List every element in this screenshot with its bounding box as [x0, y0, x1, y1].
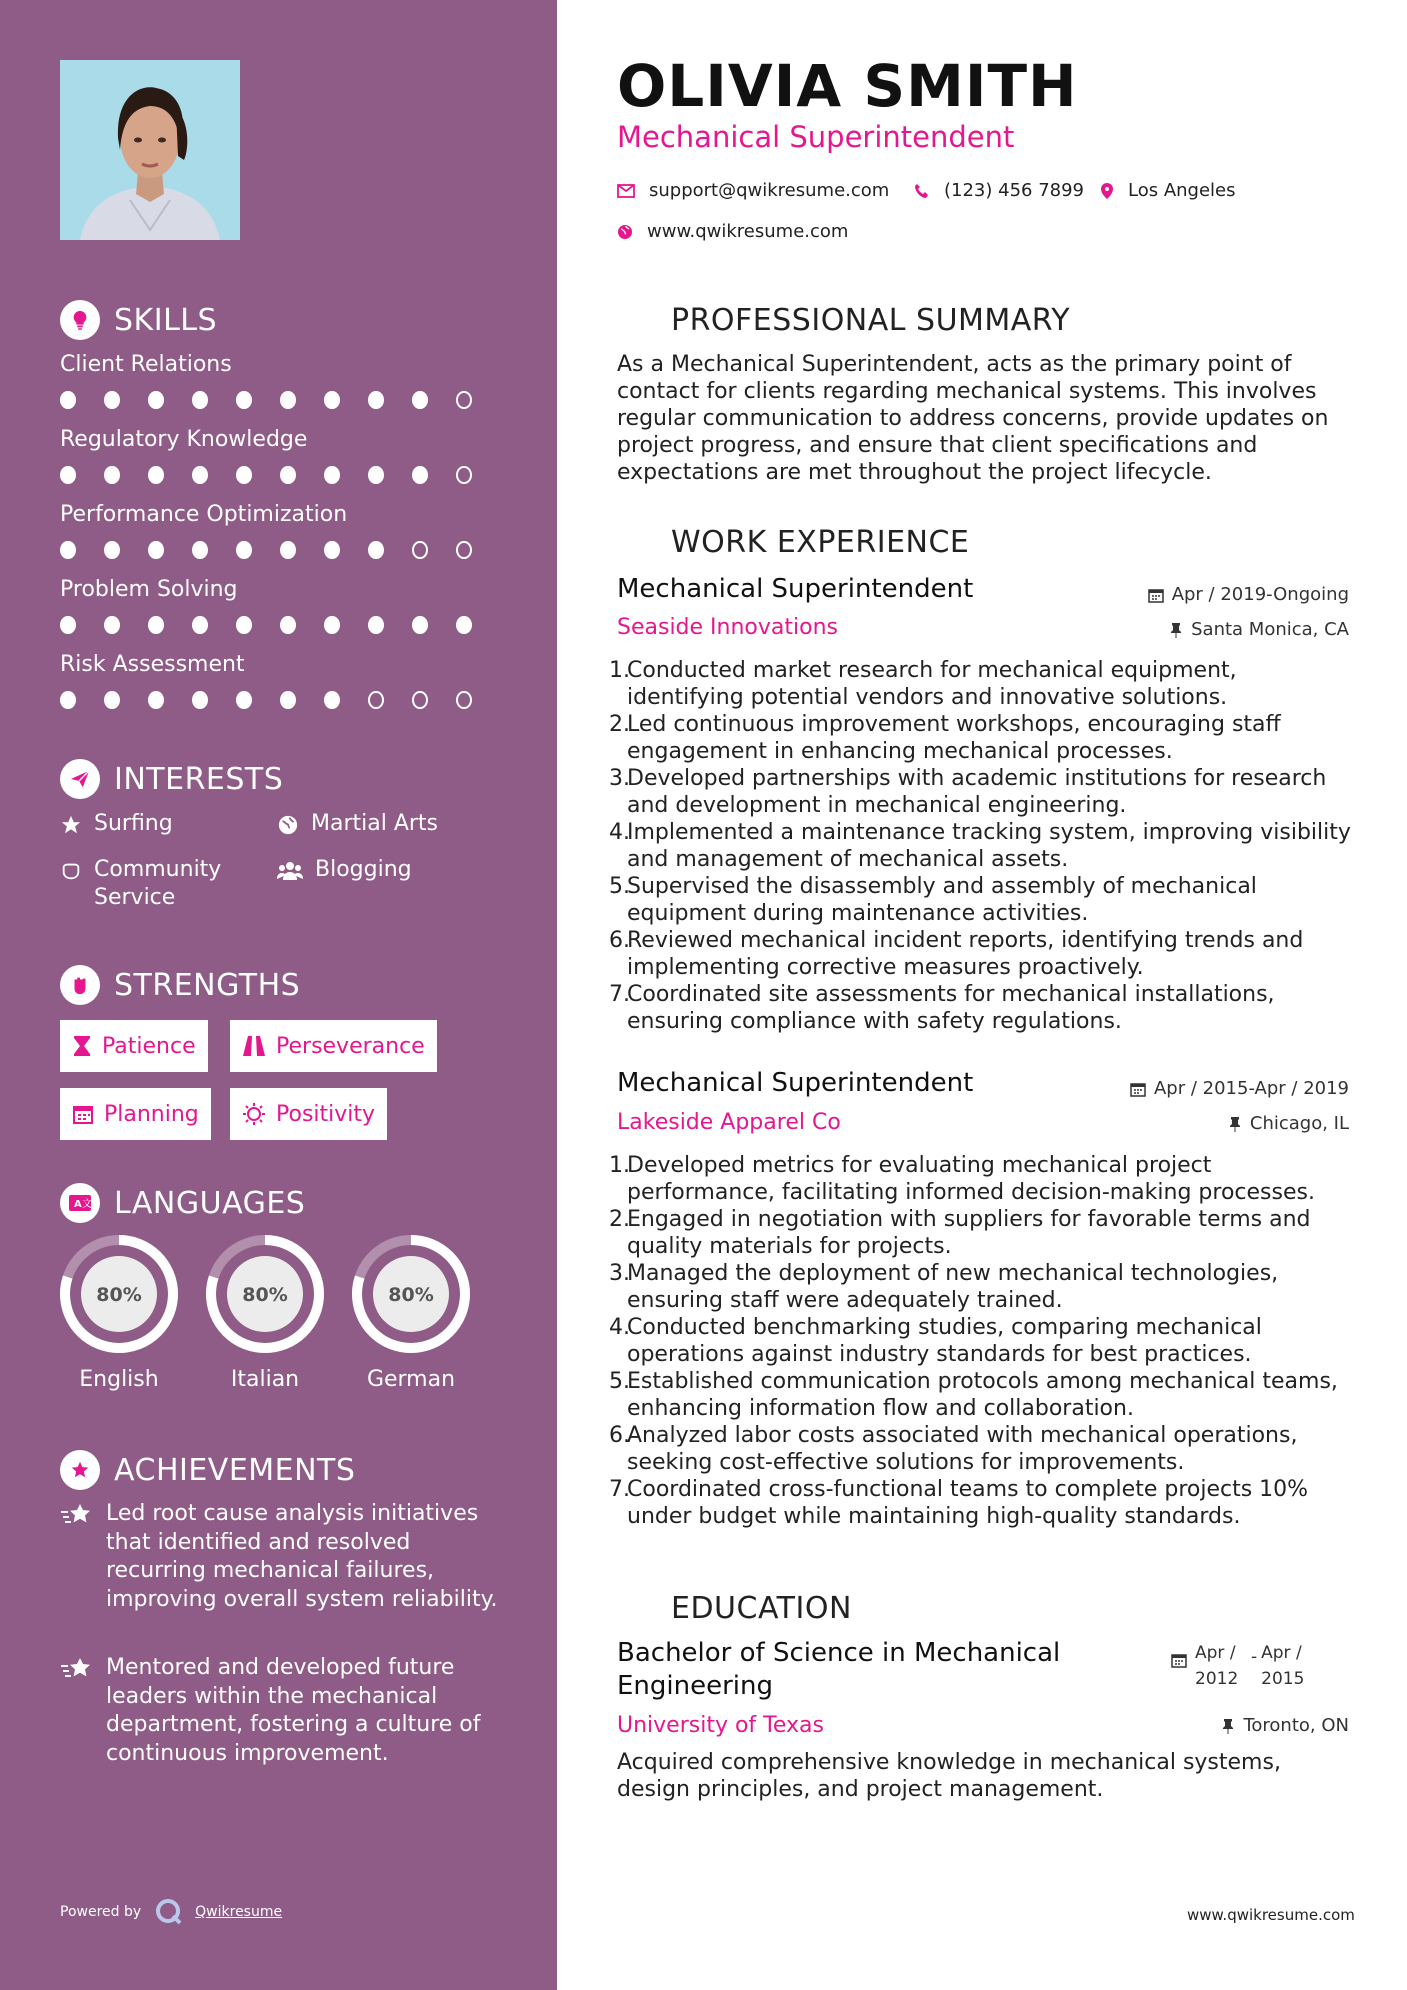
strength-label: Patience	[102, 1033, 196, 1059]
rating-dot-filled	[60, 541, 76, 559]
language-percent: 80%	[242, 1284, 288, 1306]
bullet-text: Analyzed labor costs associated with mechanical operations, seeking cost-effective solutions for improvements.	[627, 1423, 1298, 1475]
bullet-text: Coordinated cross-functional teams to complete projects 10% under budget while maintaining high-quality standards.	[627, 1477, 1309, 1529]
job-bullets	[609, 657, 1359, 1035]
bullet-text: Supervised the disassembly and assembly of mechanical equipment during maintenance activities.	[627, 874, 1257, 926]
language-percent: 80%	[96, 1284, 142, 1306]
rating-dot-filled	[280, 391, 296, 409]
bullet-number: 2.	[609, 1207, 630, 1232]
achievement-text: Mentored and developed future leaders within the mechanical department, fostering a culture of continuous improvement.	[106, 1655, 481, 1766]
star-icon	[60, 814, 82, 836]
job-bullet	[609, 1206, 1359, 1260]
contact-email[interactable]	[617, 180, 889, 201]
achievement-text: Led root cause analysis initiatives that identified and resolved recurring mechanical failures, improving overall system reliability.	[106, 1501, 498, 1612]
job-dates	[1130, 1078, 1349, 1099]
bullet-text: Implemented a maintenance tracking system, improving visibility and management of mechanical assets.	[627, 820, 1351, 872]
education-start: Apr / 2012	[1195, 1643, 1239, 1689]
job-bullet	[609, 1476, 1359, 1530]
job-title: Mechanical Superintendent	[617, 574, 974, 604]
rating-dot-filled	[280, 691, 296, 709]
education-end: Apr / 2015	[1261, 1643, 1305, 1689]
skill-item	[60, 352, 500, 409]
rating-dot-empty	[456, 691, 472, 709]
strengths-title: STRENGTHS	[114, 967, 301, 1003]
rating-dot-filled	[104, 541, 120, 559]
badge-star-icon	[60, 1450, 100, 1490]
qwikresume-link[interactable]: Qwikresume	[195, 1904, 283, 1920]
qwikresume-logo-icon	[155, 1898, 183, 1926]
skills-title: SKILLS	[114, 302, 218, 338]
job-location-text: Chicago, IL	[1249, 1113, 1349, 1134]
education-dates	[1171, 1640, 1317, 1692]
bullet-text: Established communication protocols among mechanical teams, enhancing information flow and collaboration.	[627, 1369, 1338, 1421]
interest-item	[277, 856, 412, 884]
calendar-icon	[1130, 1081, 1146, 1097]
rating-dot-filled	[368, 541, 384, 559]
bullet-number: 5.	[609, 1369, 630, 1394]
job-location	[1169, 619, 1349, 640]
sidebar	[0, 0, 557, 1990]
experience-title: WORK EXPERIENCE	[671, 524, 970, 560]
summary-title: PROFESSIONAL SUMMARY	[671, 302, 1071, 338]
language-icon	[60, 1183, 100, 1223]
rating-dot-filled	[412, 391, 428, 409]
hourglass-icon	[72, 1035, 92, 1057]
rating-dot-filled	[412, 466, 428, 484]
skill-rating	[60, 541, 500, 559]
paper-plane-icon	[60, 759, 100, 799]
headset-icon	[617, 522, 657, 562]
rating-dot-filled	[324, 616, 340, 634]
map-pin-icon	[1100, 182, 1114, 200]
education-location-text: Toronto, ON	[1243, 1715, 1349, 1736]
bullet-number: 1.	[609, 1153, 630, 1178]
education-text: Acquired comprehensive knowledge in mechanical systems, design principles, and project management.	[617, 1750, 1281, 1802]
language-ring	[350, 1233, 472, 1355]
pushpin-icon	[1169, 622, 1183, 638]
rating-dot-filled	[280, 541, 296, 559]
rating-dot-filled	[412, 616, 428, 634]
job-bullet	[609, 819, 1359, 873]
sun-icon	[242, 1102, 266, 1126]
contact-location	[1100, 180, 1236, 201]
rating-dot-empty	[456, 391, 472, 409]
rating-dot-filled	[104, 616, 120, 634]
job-dates-text: Apr / 2015-Apr / 2019	[1153, 1078, 1349, 1099]
rating-dot-empty	[456, 541, 472, 559]
rating-dot-filled	[236, 391, 252, 409]
rating-dot-filled	[104, 466, 120, 484]
job-bullet	[609, 1368, 1359, 1422]
rating-dot-filled	[280, 466, 296, 484]
bullet-text: Led continuous improvement workshops, encouraging staff engagement in enhancing mechanical processes.	[627, 712, 1281, 764]
achievements-heading	[60, 1450, 355, 1490]
candidate-role: Mechanical Superintendent	[617, 120, 1015, 154]
hand-icon	[60, 860, 82, 882]
interest-label: Blogging	[315, 857, 412, 882]
rating-dot-filled	[60, 391, 76, 409]
strength-positivity	[230, 1088, 387, 1140]
bullet-number: 6.	[609, 928, 630, 953]
strength-label: Planning	[104, 1101, 199, 1127]
skill-item	[60, 652, 500, 709]
job-bullet	[609, 1314, 1359, 1368]
road-icon	[242, 1035, 266, 1057]
rating-dot-filled	[192, 541, 208, 559]
skill-item	[60, 577, 500, 634]
bullet-number: 5.	[609, 874, 630, 899]
rating-dot-filled	[192, 616, 208, 634]
job-location	[1228, 1113, 1349, 1134]
globe-icon	[617, 224, 633, 240]
footer-url[interactable]: www.qwikresume.com	[1187, 1906, 1355, 1924]
email-text: support@qwikresume.com	[649, 180, 890, 201]
skill-name: Client Relations	[60, 352, 232, 377]
job-title: Mechanical Superintendent	[617, 1068, 974, 1098]
interest-item	[277, 810, 438, 838]
skill-rating	[60, 616, 500, 634]
strength-label: Perseverance	[276, 1033, 425, 1059]
summary-text: As a Mechanical Superintendent, acts as the primary point of contact for clients regarding mechanical systems. This involves regular communication to address concerns, provide updates on project progress, and ensure that client specifications and expectations are met throughout the project lifecycle.	[617, 352, 1329, 485]
strength-label: Positivity	[276, 1101, 376, 1127]
bullet-number: 3.	[609, 766, 630, 791]
rating-dot-filled	[368, 391, 384, 409]
job-bullet	[609, 1152, 1359, 1206]
bullet-text: Developed metrics for evaluating mechanical project performance, facilitating informed decision-making processes.	[627, 1153, 1315, 1205]
interests-title: INTERESTS	[114, 761, 284, 797]
job-bullet	[609, 1260, 1359, 1314]
envelope-icon	[617, 184, 635, 198]
job-location-text: Santa Monica, CA	[1191, 619, 1349, 640]
language-ring	[204, 1233, 326, 1355]
candidate-name: OLIVIA SMITH	[617, 52, 1078, 120]
rating-dot-filled	[192, 391, 208, 409]
fist-icon	[60, 965, 100, 1005]
language-name: Italian	[230, 1367, 300, 1392]
bullet-text: Conducted market research for mechanical equipment, identifying potential vendors and innovative solutions.	[627, 658, 1237, 710]
website-text: www.qwikresume.com	[647, 221, 849, 242]
strengths-heading	[60, 965, 300, 1005]
rating-dot-filled	[456, 616, 472, 634]
bullet-number: 3.	[609, 1261, 630, 1286]
phone-text: (123) 456 7899	[944, 180, 1085, 201]
rating-dot-filled	[148, 616, 164, 634]
skill-rating	[60, 691, 500, 709]
skills-heading	[60, 300, 217, 340]
job-bullet	[609, 765, 1359, 819]
bullet-number: 4.	[609, 820, 630, 845]
job-dates	[1148, 584, 1349, 605]
rating-dot-filled	[324, 391, 340, 409]
graduate-icon	[617, 1588, 657, 1628]
job-dates-text: Apr / 2019-Ongoing	[1171, 584, 1349, 605]
job-bullet	[609, 711, 1359, 765]
strength-patience	[60, 1020, 208, 1072]
bullet-text: Coordinated site assessments for mechanical installations, ensuring compliance with safety regulations.	[627, 982, 1275, 1034]
job-bullets	[609, 1152, 1359, 1530]
calendar-icon	[1171, 1652, 1187, 1668]
bullet-text: Engaged in negotiation with suppliers for favorable terms and quality materials for projects.	[627, 1207, 1311, 1259]
rating-dot-filled	[148, 691, 164, 709]
languages-title: LANGUAGES	[114, 1185, 306, 1221]
interest-label: Community Service	[94, 857, 222, 910]
education-heading	[617, 1588, 852, 1628]
interest-item	[60, 856, 250, 912]
rating-dot-filled	[192, 466, 208, 484]
rating-dot-filled	[324, 466, 340, 484]
job-bullet	[609, 981, 1359, 1035]
education-title: EDUCATION	[671, 1590, 852, 1626]
interest-item	[60, 810, 173, 838]
phone-icon	[914, 183, 930, 199]
contact-website[interactable]	[617, 221, 848, 242]
rating-dot-filled	[192, 691, 208, 709]
bullet-text: Reviewed mechanical incident reports, identifying trends and implementing corrective measures proactively.	[627, 928, 1304, 980]
rating-dot-empty	[368, 691, 384, 709]
skill-rating	[60, 391, 500, 409]
skill-name: Risk Assessment	[60, 652, 245, 677]
rating-dot-filled	[60, 616, 76, 634]
bullet-number: 4.	[609, 1315, 630, 1340]
bullet-number: 7.	[609, 982, 630, 1007]
rating-dot-filled	[236, 616, 252, 634]
language-item	[350, 1233, 472, 1392]
rating-dot-filled	[148, 466, 164, 484]
skill-name: Performance Optimization	[60, 502, 348, 527]
bullet-number: 1.	[609, 658, 630, 683]
language-percent: 80%	[388, 1284, 434, 1306]
strength-planning	[60, 1088, 211, 1140]
interest-label: Martial Arts	[311, 811, 439, 836]
language-ring	[58, 1233, 180, 1355]
achievement-item	[60, 1654, 500, 1768]
rating-dot-filled	[368, 616, 384, 634]
profile-photo	[60, 60, 240, 240]
interests-heading	[60, 759, 283, 799]
rating-dot-filled	[324, 541, 340, 559]
contact-phone[interactable]	[914, 180, 1084, 201]
rating-dot-empty	[412, 541, 428, 559]
pushpin-icon	[1228, 1116, 1242, 1132]
education-location	[1221, 1715, 1349, 1736]
strength-perseverance	[230, 1020, 437, 1072]
bullet-number: 2.	[609, 712, 630, 737]
summary-heading	[617, 300, 1070, 340]
rating-dot-filled	[236, 691, 252, 709]
location-text: Los Angeles	[1128, 180, 1236, 201]
job-bullet	[609, 1422, 1359, 1476]
bullet-text: Managed the deployment of new mechanical technologies, ensuring staff were adequately trained.	[627, 1261, 1279, 1313]
rating-dot-filled	[104, 391, 120, 409]
svg-text:A: A	[74, 1199, 83, 1210]
languages-heading	[60, 1183, 305, 1223]
trophy-star-icon	[60, 1502, 94, 1528]
rating-dot-empty	[456, 466, 472, 484]
job-company: Lakeside Apparel Co	[617, 1110, 841, 1135]
rating-dot-filled	[368, 466, 384, 484]
skill-item	[60, 427, 500, 484]
skill-item	[60, 502, 500, 559]
rating-dot-filled	[148, 391, 164, 409]
language-name: English	[79, 1367, 159, 1392]
skill-name: Regulatory Knowledge	[60, 427, 308, 452]
rating-dot-filled	[60, 691, 76, 709]
globe-icon	[277, 814, 299, 836]
skill-rating	[60, 466, 500, 484]
bullet-number: 6.	[609, 1423, 630, 1448]
bullet-text: Conducted benchmarking studies, comparing mechanical operations against industry standards for best practices.	[627, 1315, 1262, 1367]
calendar-icon	[1148, 587, 1164, 603]
rating-dot-filled	[324, 691, 340, 709]
svg-text:文: 文	[82, 1199, 92, 1210]
calendar-icon	[72, 1103, 94, 1125]
education-date-separator: -	[1251, 1647, 1258, 1667]
rating-dot-filled	[280, 616, 296, 634]
job-bullet	[609, 657, 1359, 711]
rating-dot-empty	[412, 691, 428, 709]
achievements-title: ACHIEVEMENTS	[114, 1452, 356, 1488]
education-school: University of Texas	[617, 1713, 824, 1738]
interest-label: Surfing	[94, 811, 173, 836]
pushpin-icon	[1221, 1718, 1235, 1734]
experience-heading	[617, 522, 969, 562]
job-bullet	[609, 927, 1359, 981]
skill-name: Problem Solving	[60, 577, 238, 602]
powered-by-label: Powered by	[60, 1904, 142, 1920]
rating-dot-filled	[236, 541, 252, 559]
degree-title: Bachelor of Science in Mechanical Engineering	[617, 1638, 1061, 1701]
rating-dot-filled	[60, 466, 76, 484]
trophy-star-icon	[60, 1656, 94, 1682]
user-icon	[617, 300, 657, 340]
powered-by	[60, 1898, 282, 1926]
achievement-item	[60, 1500, 500, 1614]
bullet-text: Developed partnerships with academic institutions for research and development in mechanical engineering.	[627, 766, 1327, 818]
rating-dot-filled	[236, 466, 252, 484]
language-name: German	[366, 1367, 456, 1392]
lightbulb-icon	[60, 300, 100, 340]
rating-dot-filled	[104, 691, 120, 709]
language-item	[58, 1233, 180, 1392]
job-company: Seaside Innovations	[617, 615, 838, 640]
rating-dot-filled	[148, 541, 164, 559]
language-item	[204, 1233, 326, 1392]
bullet-number: 7.	[609, 1477, 630, 1502]
job-bullet	[609, 873, 1359, 927]
users-icon	[277, 860, 303, 882]
